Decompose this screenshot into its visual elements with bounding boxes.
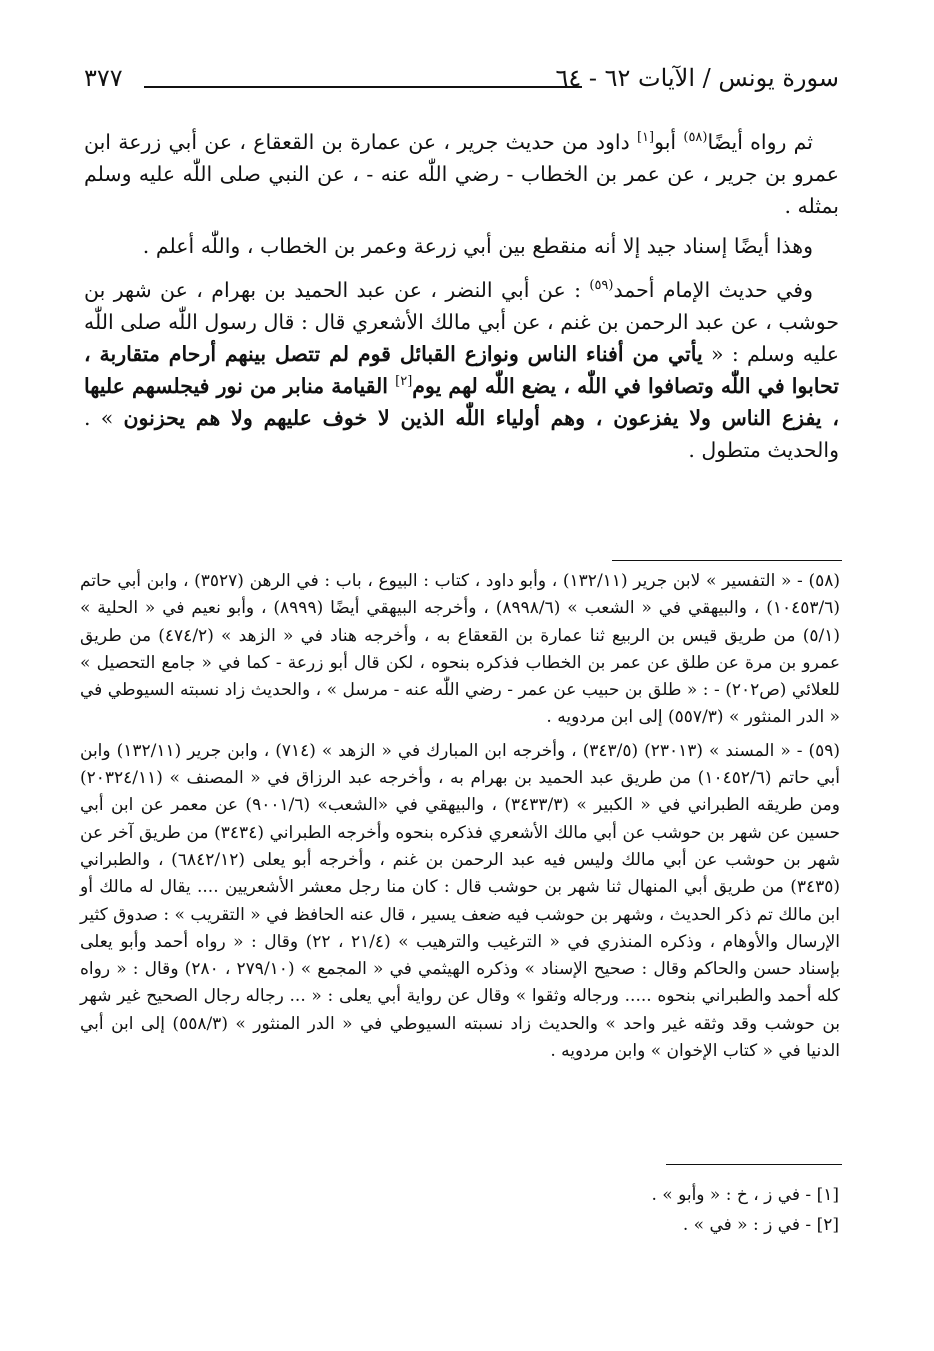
paragraph-text: داود من حديث جرير ، عن عمارة بن القعقاع ، عن أبي زرعة ابن عمرو بن جرير ، عن عمر بن الخطاب - رضي اللّٰه عنه - ، عن النبي صلى اللّٰه عليه وسلم بمثله . — [84, 130, 839, 218]
hadith-text: يأتي من أفناء الناس ونوازع القبائل قوم لم تتصل بينهم أرحام متقاربة ، تحابوا في اللّٰه وتصافوا في اللّٰه ، يضع اللّٰه لهم يوم — [84, 342, 839, 398]
footnote-ref-59: (٥٩) — [589, 278, 614, 294]
editor-notes-rule — [666, 1164, 842, 1165]
editor-ref-1: [١] — [636, 130, 655, 146]
paragraph-text: ثم رواه أيضًا — [707, 130, 813, 154]
paragraph-3 — [84, 274, 839, 466]
editor-notes — [84, 1180, 839, 1240]
footnote-ref-58: (٥٨) — [683, 130, 708, 146]
footnote-59: (٥٩) - « المسند » (٢٣٠١٣) (٣٤٣/٥) ، وأخرجه ابن المبارك في « الزهد » (٧١٤) ، وابن جرير (١٣٢/١١) وابن أبي حاتم (١٠٤٥٢/٦) من طريق عبد الحميد بن بهرام به ، وأخرجه عبد الرزاق في « المصنف » (٢٠٣٢٤/١١) ومن طريقه الطبراني في « الكبير » (٣٤٣٣/٣) ، والبيهقي في «الشعب» (٩٠٠١/٦) عن معمر عن ابن أبي حسين عن شهر بن حوشب عن أبي مالك الأشعري فذكره بنحوه وأخرجه الطبراني (٣٤٣٤) من طريق آخر عن شهر بن حوشب عن أبي مالك وليس فيه عبد الرحمن بن غنم ، وأخرجه أبو يعلى (٦٨٤٢/١٢) ، والطبراني (٣٤٣٥) من طريق أبي المنهال ثنا شهر بن حوشب قال : كان منا رجل معشر الأشعريين .... يقال له مالك أو ابن مالك تم ذكر الحديث ، وشهر بن حوشب فيه ضعف يسير ، قال عنه الحافظ في « التقريب » : صدوق كثير الإرسال والأوهام ، وذكره المنذري في « الترغيب والترهيب » (٢١/٤ ، ٢٢) وقال : « رواه أحمد وأبو يعلى بإسناد حسن والحاكم وقال : صحيح الإسناد » وذكره الهيثمي في « المجمع » (٢٧٩/١٠ ، ٢٨٠) وقال : « رواه كله أحمد والطبراني بنحوه ..... ورجاله وثقوا » وقال عن رواية أبي يعلى : « ... رجاله رجال الصحيح غير شهر بن حوشب وقد وثقه غير واحد » والحديث زاد نسبته السيوطي في « الدر المنثور » (٥٥٨/٣) إلى ابن أبي الدنيا في « كتاب الإخوان » وابن مردويه . — [80, 740, 841, 1062]
page-header — [84, 58, 839, 102]
editor-note-2: [٢] - في ز : « في » . — [682, 1215, 839, 1235]
editor-ref-2: [٢] — [395, 374, 413, 390]
main-text — [84, 126, 839, 466]
page-number: ٣٧٧ — [84, 64, 123, 92]
paragraph-1 — [84, 126, 839, 222]
hadith-text: القيامة منابر من نور فيجلسهم عليها ، يفزع الناس ولا يفزعون ، وهم أولياء اللّٰه الذين لا خوف عليهم ولا هم يحزنون — [84, 374, 840, 430]
running-title: سورة يونس / الآيات ٦٢ - ٦٤ — [555, 64, 839, 92]
footnote-rule — [612, 560, 842, 561]
paragraph-text: » . والحديث متطول . — [84, 406, 839, 462]
paragraph-2: وهذا أيضًا إسناد جيد إلا أنه منقطع بين أبي زرعة وعمر بن الخطاب ، واللّٰه أعلم . — [142, 234, 813, 258]
footnote-58: (٥٨) - « التفسير » لابن جرير (١٣٢/١١) ، وأبو داود ، كتاب : البيوع ، باب : في الرهن (٣٥٢٧) ، وابن أبي حاتم (١٠٤٥٣/٦) ، والبيهقي في « الشعب » (٨٩٩٨/٦) ، وأخرجه البيهقي أيضًا (٨٩٩٩) ، وأبو نعيم في « الحلية » (٥/١) من طريق قيس بن الربيع ثنا عمارة بن القعقاع به ، وأخرجه هناد في « الزهد » (٤٧٤/٢) من طريق عمرو بن مرة عن طلق عن عمر بن الخطاب فذكره بنحوه ، لكن قال أبو زرعة - كما في « جامع التحصيل » للعلائي (ص٢٠٢) - : « طلق بن حبيب عن عمر - رضي اللّٰه عنه - مرسل » ، والحديث زاد نسبته السيوطي في « الدر المنثور » (٥٥٧/٣) إلى ابن مردويه . — [80, 571, 840, 728]
paragraph-text: وفي حديث الإمام أحمد — [613, 278, 813, 302]
paragraph-text: : عن أبي النضر ، عن عبد الحميد بن بهرام ، عن شهر بن حوشب ، عن عبد الرحمن بن غنم ، عن أبي مالك الأشعري قال : قال رسول اللّٰه صلى اللّٰه عليه وسلم : « — [84, 278, 839, 366]
header-rule — [144, 86, 582, 88]
footnotes — [80, 568, 840, 1065]
paragraph-text: أبو — [654, 130, 684, 154]
editor-note-1: [١] - في ز ، خ : « وأبو » . — [651, 1185, 839, 1205]
